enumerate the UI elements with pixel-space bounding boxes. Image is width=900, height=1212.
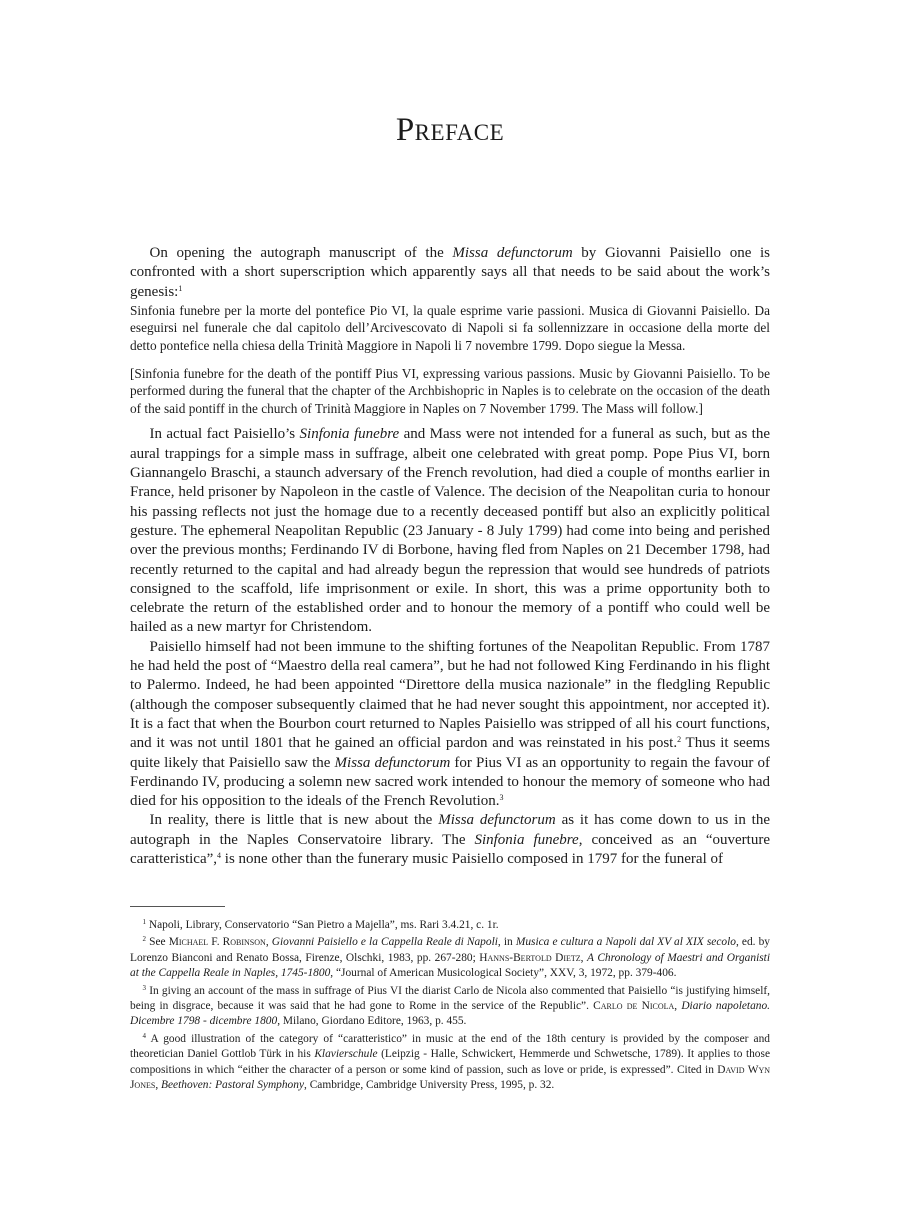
main-text bbox=[130, 244, 770, 869]
footnote-divider bbox=[130, 906, 225, 907]
body-paragraph bbox=[130, 638, 770, 812]
work-title: Sinfonia funebre bbox=[474, 831, 579, 848]
body-paragraph bbox=[130, 425, 770, 637]
text-run: , bbox=[580, 951, 588, 964]
footnote-ref: 3 bbox=[499, 793, 504, 803]
author-name: Carlo de Nicola bbox=[593, 1000, 675, 1013]
footnote bbox=[130, 918, 770, 933]
work-title: Giovanni Paisiello e la Cappella Reale di Napoli bbox=[271, 936, 498, 949]
text-run: , Milano, Giordano Editore, 1963, p. 455. bbox=[277, 1015, 467, 1028]
footnote-number: 1 bbox=[142, 918, 147, 926]
text-run: , ed. by Lorenzo Bianconi and Renato Bossa, Firenze, Olschki, 1983, pp. 267-280; bbox=[130, 936, 771, 964]
footnotes bbox=[130, 918, 770, 1095]
footnote-ref: 2 bbox=[677, 735, 682, 745]
author-name: Michael F. Robinson bbox=[168, 936, 266, 949]
text-run: as it has come down to us in the autograph in the Naples Conservatoire library. The bbox=[130, 812, 770, 848]
footnote-number: 2 bbox=[142, 935, 147, 944]
work-title: Beethoven: Pastoral Symphony bbox=[161, 1079, 305, 1092]
text-run: by Giovanni Paisiello one is confronted with a short superscription which apparently says all that needs to be said about the work’s genesis: bbox=[130, 245, 770, 300]
text-run: Paisiello himself had not been immune to the shifting fortunes of the Neapolitan Republic. From 1787 he had held the post of “Maestro della real camera”, but he had not followed King Ferdinando in his flight to Palermo. Indeed, he had been appointed “Direttore della musica nazionale” in the fledgling Republic (although the composer subsequently claimed that he had never sought this appointment, nor accepted it). It is a fact that when the Bourbon court returned to Naples Paisiello was stripped of all his court functions, and it was not until 1801 that he gained an official pardon and was reinstated in his post. bbox=[130, 638, 770, 752]
footnote-number: 4 bbox=[142, 1031, 147, 1040]
work-title: Missa defunctorum bbox=[438, 812, 556, 829]
text-run: In actual fact Paisiello’s bbox=[149, 426, 300, 443]
work-title: Sinfonia funebre bbox=[299, 426, 400, 443]
text-run: In reality, there is little that is new about the bbox=[149, 812, 439, 829]
body-paragraph bbox=[130, 811, 770, 869]
footnote bbox=[130, 1032, 770, 1094]
work-title: Klavierschule bbox=[314, 1048, 378, 1061]
text-run: , Cambridge, Cambridge University Press, 1995, p. 32. bbox=[304, 1079, 555, 1092]
intro-paragraph bbox=[130, 244, 770, 302]
text-run: , bbox=[265, 936, 272, 949]
text-run: Thus it seems quite likely that Paisiello saw the bbox=[130, 735, 770, 771]
footnote-ref: 4 bbox=[217, 850, 222, 860]
author-name: Hanns-Bertold Dietz bbox=[479, 951, 581, 964]
work-title: Missa defunctorum bbox=[334, 754, 451, 771]
footnote-number: 3 bbox=[142, 983, 147, 992]
quote-italian: Sinfonia funebre per la morte del pontefice Pio VI, la quale esprime varie passioni. Musica di Giovanni Paisiello. Da eseguirsi nel funerale che dal capitolo dell’Arcivescovato di Napoli si fa sollennizzare in occasione della morte del detto pontefice nella chiesa della Trinità Maggiore in Napoli li 7 novembre 1799. Dopo siegue la Messa. bbox=[130, 302, 770, 354]
footnote bbox=[130, 935, 770, 981]
text-run: (Leipzig - Halle, Schwickert, Hemmerde und Schwetsche, 1789). It applies to those compositions in which “either the character of a person or some kind of passion, such as love or pride, is expressed”. Cited in bbox=[130, 1048, 770, 1076]
text-run: On opening the autograph manuscript of the bbox=[149, 245, 453, 261]
text-run: Napoli, Library, Conservatorio “San Pietro a Majella”, ms. Rari 3.4.21, c. 1r. bbox=[146, 919, 499, 931]
text-run: , conceived as an “ouverture caratteristica”, bbox=[130, 831, 770, 867]
footnote bbox=[130, 984, 770, 1030]
text-run: In giving an account of the mass in suffrage of Pius VI the diarist Carlo de Nicola also commented that Paisiello “is justifying himself, being in disgrace, because it was said that he had gone to Rome in the service of the Republic”. bbox=[130, 984, 770, 1013]
page-title: Preface bbox=[395, 112, 505, 148]
text-run: and Mass were not intended for a funeral as such, but as the aural trappings for a simple mass in suffrage, albeit one celebrated with great pomp. Pope Pius VI, born Giannangelo Braschi, a staunch adversary of the French revolution, had died a couple of months earlier in France, held prisoner by Napoleon in the castle of Valence. The decision of the Neapolitan curia to honour his passing reflects not just the homage due to a recently deceased pontiff but also an explicitly political gesture. The ephemeral Neapolitan Republic (23 January - 8 July 1799) had come into being and perished over the previous months; Ferdinando IV di Borbone, having fled from Naples on 21 December 1798, had recently returned to the capital and had already begun the repression that would see hundreds of patriots consigned to the scaffold, life imprisonment or exile. In short, this was a prime opportunity both to celebrate the return of the established order and to honour the memory of a pontiff who could well be hailed as a new martyr for Christendom. bbox=[130, 426, 771, 636]
text-run: , “Journal of American Musicological Society”, XXV, 3, 1972, pp. 379-406. bbox=[330, 967, 677, 980]
text-run: , bbox=[674, 1000, 682, 1013]
text-run: , in bbox=[497, 936, 516, 949]
work-title: Missa defunctorum bbox=[452, 245, 573, 261]
work-title: Diario napoletano. Dicembre 1798 - dicembre 1800 bbox=[130, 1000, 771, 1028]
footnote-ref: 1 bbox=[178, 283, 183, 293]
text-run: for Pius VI as an opportunity to regain the favour of Ferdinando IV, producing a solemn new sacred work intended to honour the memory of someone who had died for his opposition to the ideals of the French Revolution. bbox=[130, 754, 770, 810]
author-name: David Wyn Jones bbox=[130, 1063, 770, 1092]
text-run: , bbox=[155, 1079, 162, 1092]
quote-english: [Sinfonia funebre for the death of the pontiff Pius VI, expressing various passions. Music by Giovanni Paisiello. To be performed during the funeral that the chapter of the Archbishopric in Naples is to celebrate on the occasion of the death of the said pontiff in the church of Trinità Maggiore in Naples on 7 November 1799. The Mass will follow.] bbox=[130, 365, 770, 416]
work-title: Musica e cultura a Napoli dal XV al XIX secolo bbox=[515, 936, 736, 949]
text-run: A good illustration of the category of “caratteristico” in music at the end of the 18th century is provided by the composer and theoretician Daniel Gottlob Türk in his bbox=[130, 1032, 770, 1061]
text-run: See bbox=[146, 936, 169, 949]
work-title: A Chronology of Maestri and Organisti at the Cappella Reale in Naples, 1745-1800 bbox=[130, 951, 770, 980]
text-run: is none other than the funerary music Paisiello composed in 1797 for the funeral of bbox=[221, 850, 723, 867]
